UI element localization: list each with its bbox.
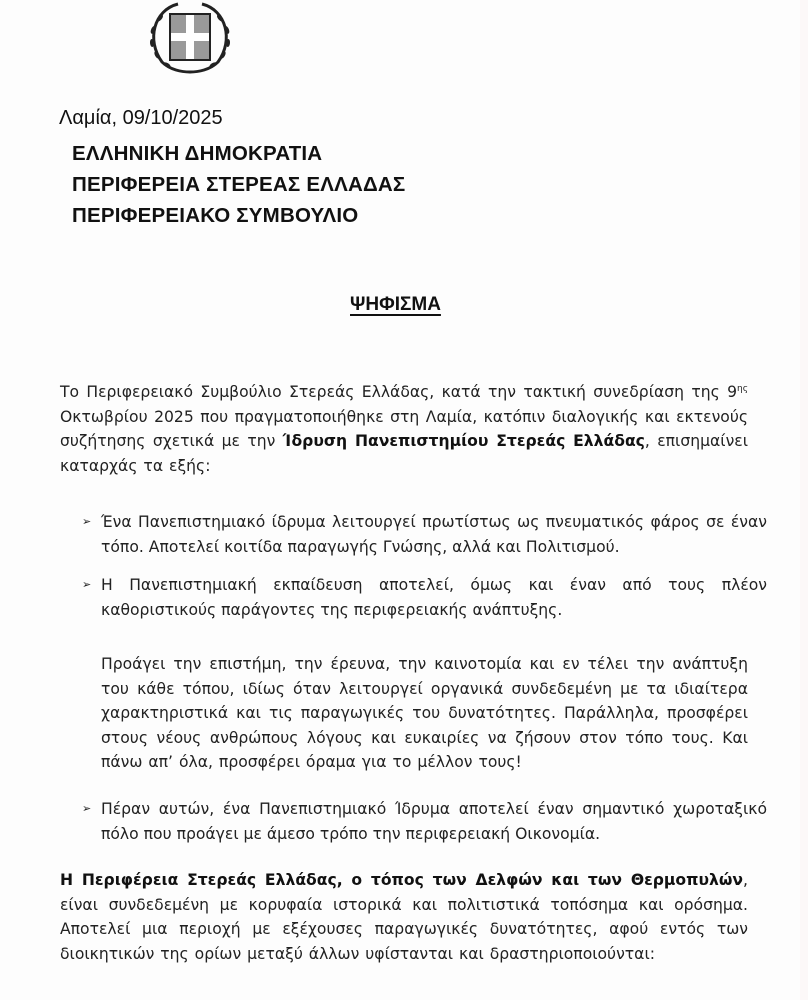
- authority-line-council: ΠΕΡΙΦΕΡΕΙΑΚΟ ΣΥΜΒΟΥΛΙΟ: [72, 204, 359, 227]
- bullet-text: Ένα Πανεπιστημιακό ίδρυμα λειτουργεί πρωτίστως ως πνευματικός φάρος σε έναν τόπο. Αποτελεί κοιτίδα παραγωγής Γνώσης, αλλά και Πολιτισμού.: [101, 513, 767, 556]
- arrow-bullet-icon: ➢: [82, 578, 92, 591]
- closing-text: , είναι συνδεδεμένη με κορυφαία ιστορικά και πολιτιστικά τοπόσημα και ορόσημα. Αποτελεί μια περιοχή με εξέχουσες παραγωγικές δυνατότητες, αφού εντός των διοικητικών της ορίων μεταξύ άλλων υφίστανται και δραστηριοποιούνται:: [60, 871, 748, 963]
- bullet-item: [82, 797, 767, 846]
- ordinal-suffix: ης: [737, 383, 748, 394]
- document-title: ΨΗΦΙΣΜΑ: [350, 294, 441, 315]
- intro-text-3: , επισημαίνει καταρχάς τα εξής:: [60, 432, 748, 475]
- page-edge: [800, 0, 808, 1000]
- intro-paragraph: [60, 380, 748, 478]
- bullet-item: [82, 510, 767, 559]
- bullet-continuation: Προάγει την επιστήμη, την έρευνα, την καινοτομία και εν τέλει την ανάπτυξη του κάθε τόπου, ιδίως όταν λειτουργεί οργανικά συνδεδεμένη με τα ιδιαίτερα χαρακτηριστικά και τις παραγωγικές του δυνατότητες. Παράλληλα, προσφέρει στους νέους ανθρώπους λόγους και ευκαιρίες να ζήσουν στον τόπο τους. Και πάνω απ’ όλα, προσφέρει όραμα για το μέλλον τους!: [101, 655, 748, 771]
- issuing-authority: [72, 138, 405, 231]
- intro-text-1: Το Περιφερειακό Συμβούλιο Στερεάς Ελλάδας, κατά την τακτική συνεδρίαση της 9: [60, 383, 737, 401]
- bullet-item: [82, 573, 767, 622]
- intro-text-2: Οκτωβρίου 2025 που πραγματοποιήθηκε στη Λαμία, κατόπιν διαλογικής και εκτενούς συζήτησης σχετικά με την: [60, 407, 748, 450]
- coat-of-arms-emblem: [140, 0, 240, 76]
- authority-line-region: ΠΕΡΙΦΕΡΕΙΑ ΣΤΕΡΕΑΣ ΕΛΛΑΔΑΣ: [72, 173, 406, 196]
- closing-paragraph: [60, 868, 748, 966]
- authority-line-republic: ΕΛΛΗΝΙΚΗ ΔΗΜΟΚΡΑΤΙΑ: [72, 142, 323, 165]
- closing-emphasis: Η Περιφέρεια Στερεάς Ελλάδας, ο τόπος των Δελφών και των Θερμοπυλών: [60, 871, 744, 889]
- arrow-bullet-icon: ➢: [82, 515, 92, 528]
- arrow-bullet-icon: ➢: [82, 802, 92, 815]
- bullet-text: Πέραν αυτών, ένα Πανεπιστημιακό Ίδρυμα αποτελεί έναν σημαντικό χωροταξικό πόλο που προάγει με άμεσο τρόπο την περιφερειακή Οικονομία.: [101, 800, 767, 843]
- bullet-text: Η Πανεπιστημιακή εκπαίδευση αποτελεί, όμως και έναν από τους πλέον καθοριστικούς παράγοντες της περιφερειακής ανάπτυξης.: [101, 576, 767, 619]
- intro-subject: Ίδρυση Πανεπιστημίου Στερεάς Ελλάδας: [282, 432, 645, 450]
- place-date: Λαμία, 09/10/2025: [59, 107, 223, 129]
